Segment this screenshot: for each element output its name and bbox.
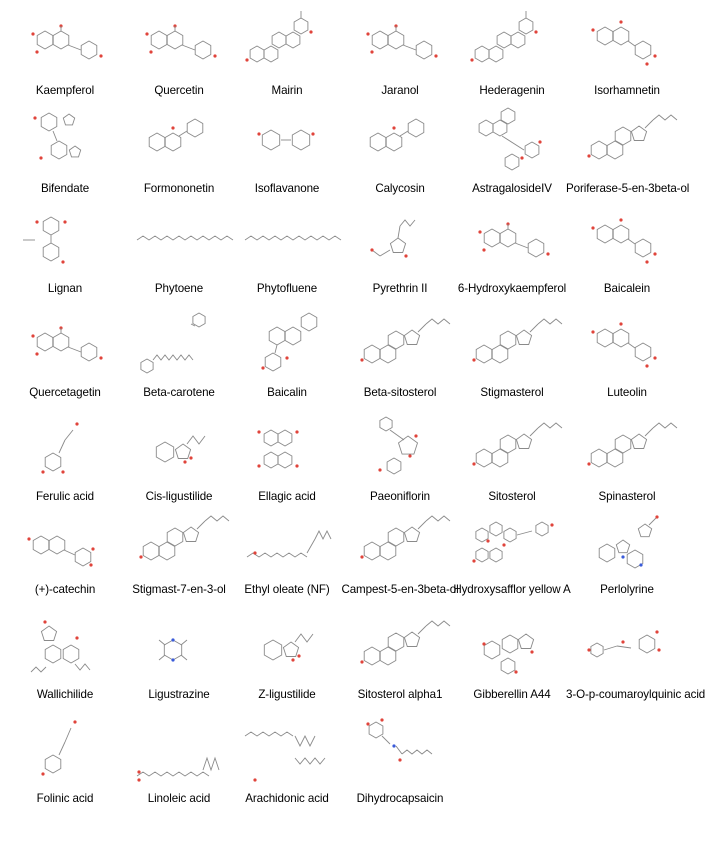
compound-cell (343, 610, 457, 701)
compound-cell (570, 6, 684, 97)
structure-diagram (8, 505, 122, 575)
compound-cell (122, 308, 236, 399)
compound-name: Beta-sitosterol (363, 386, 437, 399)
compound-name: Paeoniflorin (369, 490, 431, 503)
compound-name: Perlolyrine (600, 583, 654, 596)
compound-cell (230, 412, 344, 503)
structure-diagram (230, 204, 344, 274)
compound-name: Stigmast-7-en-3-ol (132, 583, 226, 596)
structure-diagram (8, 204, 122, 274)
compound-name: Beta-carotene (143, 386, 215, 399)
structure-diagram (455, 6, 569, 76)
compound-cell (343, 204, 457, 295)
compound-name: Isoflavanone (254, 182, 320, 195)
structure-diagram (8, 610, 122, 680)
compound-cell (343, 714, 457, 805)
structure-diagram (230, 6, 344, 76)
structure-diagram (343, 104, 457, 174)
structure-diagram (570, 6, 684, 76)
compound-cell (8, 505, 122, 596)
structure-diagram (122, 412, 236, 482)
structure-diagram (8, 104, 122, 174)
structure-diagram (8, 714, 122, 784)
structure-diagram (343, 610, 457, 680)
compound-name: Quercetin (154, 84, 204, 97)
compound-cell (343, 104, 457, 195)
structure-diagram (455, 505, 569, 575)
compound-name: Phytoene (154, 282, 204, 295)
compound-cell (566, 610, 705, 701)
structure-diagram (8, 412, 122, 482)
compound-cell (570, 505, 684, 596)
structure-diagram (230, 308, 344, 378)
compound-name: Campest-5-en-3beta-ol (341, 583, 459, 596)
compound-cell (8, 204, 122, 295)
compound-name: AstragalosideIV (472, 182, 552, 195)
structure-diagram (455, 412, 569, 482)
structure-diagram (122, 6, 236, 76)
compound-cell (8, 104, 122, 195)
compound-name: Baicalein (603, 282, 651, 295)
structure-diagram (343, 204, 457, 274)
compound-cell (341, 505, 459, 596)
structure-diagram (570, 412, 684, 482)
compound-cell (566, 104, 690, 195)
structure-diagram (570, 505, 684, 575)
compound-cell (230, 610, 344, 701)
structure-diagram (570, 104, 684, 174)
compound-name: Sitosterol alpha1 (357, 688, 443, 701)
compound-cell (343, 308, 457, 399)
structure-diagram (343, 308, 457, 378)
structure-diagram (122, 714, 236, 784)
structure-diagram (230, 412, 344, 482)
structure-diagram (122, 308, 236, 378)
structure-diagram (122, 104, 236, 174)
structure-diagram (343, 6, 457, 76)
compound-name: Dihydrocapsaicin (356, 792, 444, 805)
compound-cell (455, 6, 569, 97)
compound-name: Luteolin (607, 386, 647, 399)
compound-name: (+)-catechin (34, 583, 96, 596)
compound-name: Hydroxysafflor yellow A (453, 583, 571, 596)
compound-name: Spinasterol (598, 490, 656, 503)
structure-diagram (455, 204, 569, 274)
structure-diagram (343, 714, 457, 784)
compound-cell (8, 714, 122, 805)
compound-name: Phytofluene (256, 282, 318, 295)
structure-diagram (570, 204, 684, 274)
compound-cell (122, 505, 236, 596)
compound-cell (230, 204, 344, 295)
compound-name: Cis-ligustilide (145, 490, 213, 503)
compound-name: 3-O-p-coumaroylquinic acid (566, 688, 705, 701)
compound-cell (8, 6, 122, 97)
structure-diagram (230, 714, 344, 784)
structure-diagram (570, 308, 684, 378)
compound-name: Isorhamnetin (594, 84, 660, 97)
compound-name: Jaranol (381, 84, 419, 97)
compound-name: Stigmasterol (480, 386, 544, 399)
compound-name: Calycosin (375, 182, 425, 195)
structure-diagram (230, 610, 344, 680)
compound-name: Z-ligustilide (258, 688, 316, 701)
structure-diagram (343, 412, 457, 482)
compound-name: Ligustrazine (148, 688, 210, 701)
compound-cell (570, 204, 684, 295)
compound-cell (455, 412, 569, 503)
compound-cell (8, 610, 122, 701)
compound-name: Kaempferol (35, 84, 95, 97)
structure-diagram (230, 505, 344, 575)
compound-name: Poriferase-5-en-3beta-ol (566, 182, 690, 195)
compound-name: Gibberellin A44 (473, 688, 551, 701)
compound-cell (230, 6, 344, 97)
structure-diagram (230, 104, 344, 174)
compound-cell (122, 714, 236, 805)
compound-cell (230, 308, 344, 399)
compound-name: 6-Hydroxykaempferol (457, 282, 567, 295)
structure-diagram (455, 104, 569, 174)
compound-name: Pyrethrin II (372, 282, 428, 295)
structure-diagram (8, 6, 122, 76)
structure-diagram (122, 204, 236, 274)
compound-cell (343, 412, 457, 503)
compound-cell (122, 610, 236, 701)
structure-diagram (455, 610, 569, 680)
compound-cell (455, 204, 569, 295)
compound-cell (230, 505, 344, 596)
compound-cell (122, 6, 236, 97)
compound-cell (122, 412, 236, 503)
compound-name: Arachidonic acid (245, 792, 329, 805)
compound-name: Bifendate (40, 182, 90, 195)
compound-cell (455, 104, 569, 195)
structure-diagram (455, 308, 569, 378)
compound-name: Ferulic acid (35, 490, 95, 503)
structure-diagram (570, 610, 684, 680)
compound-cell (343, 6, 457, 97)
compound-name: Ellagic acid (258, 490, 316, 503)
structure-diagram (343, 505, 457, 575)
compound-name: Linoleic acid (147, 792, 211, 805)
compound-name: Hederagenin (479, 84, 545, 97)
compound-cell (8, 412, 122, 503)
structure-diagram (122, 610, 236, 680)
compound-name: Sitosterol (488, 490, 536, 503)
structure-diagram (8, 308, 122, 378)
compound-name: Lignan (47, 282, 83, 295)
compound-cell (230, 104, 344, 195)
compound-name: Baicalin (267, 386, 307, 399)
compound-name: Formononetin (143, 182, 215, 195)
compound-cell (453, 505, 571, 596)
compound-cell (570, 308, 684, 399)
compound-name: Mairin (271, 84, 303, 97)
compound-cell (122, 204, 236, 295)
compound-cell (455, 308, 569, 399)
compound-cell (570, 412, 684, 503)
compound-name: Ethyl oleate (NF) (244, 583, 330, 596)
compound-name: Quercetagetin (29, 386, 101, 399)
compound-cell (8, 308, 122, 399)
compound-cell (455, 610, 569, 701)
compound-cell (230, 714, 344, 805)
compound-name: Folinic acid (36, 792, 94, 805)
structure-diagram (122, 505, 236, 575)
compound-name: Wallichilide (36, 688, 94, 701)
compound-cell (122, 104, 236, 195)
